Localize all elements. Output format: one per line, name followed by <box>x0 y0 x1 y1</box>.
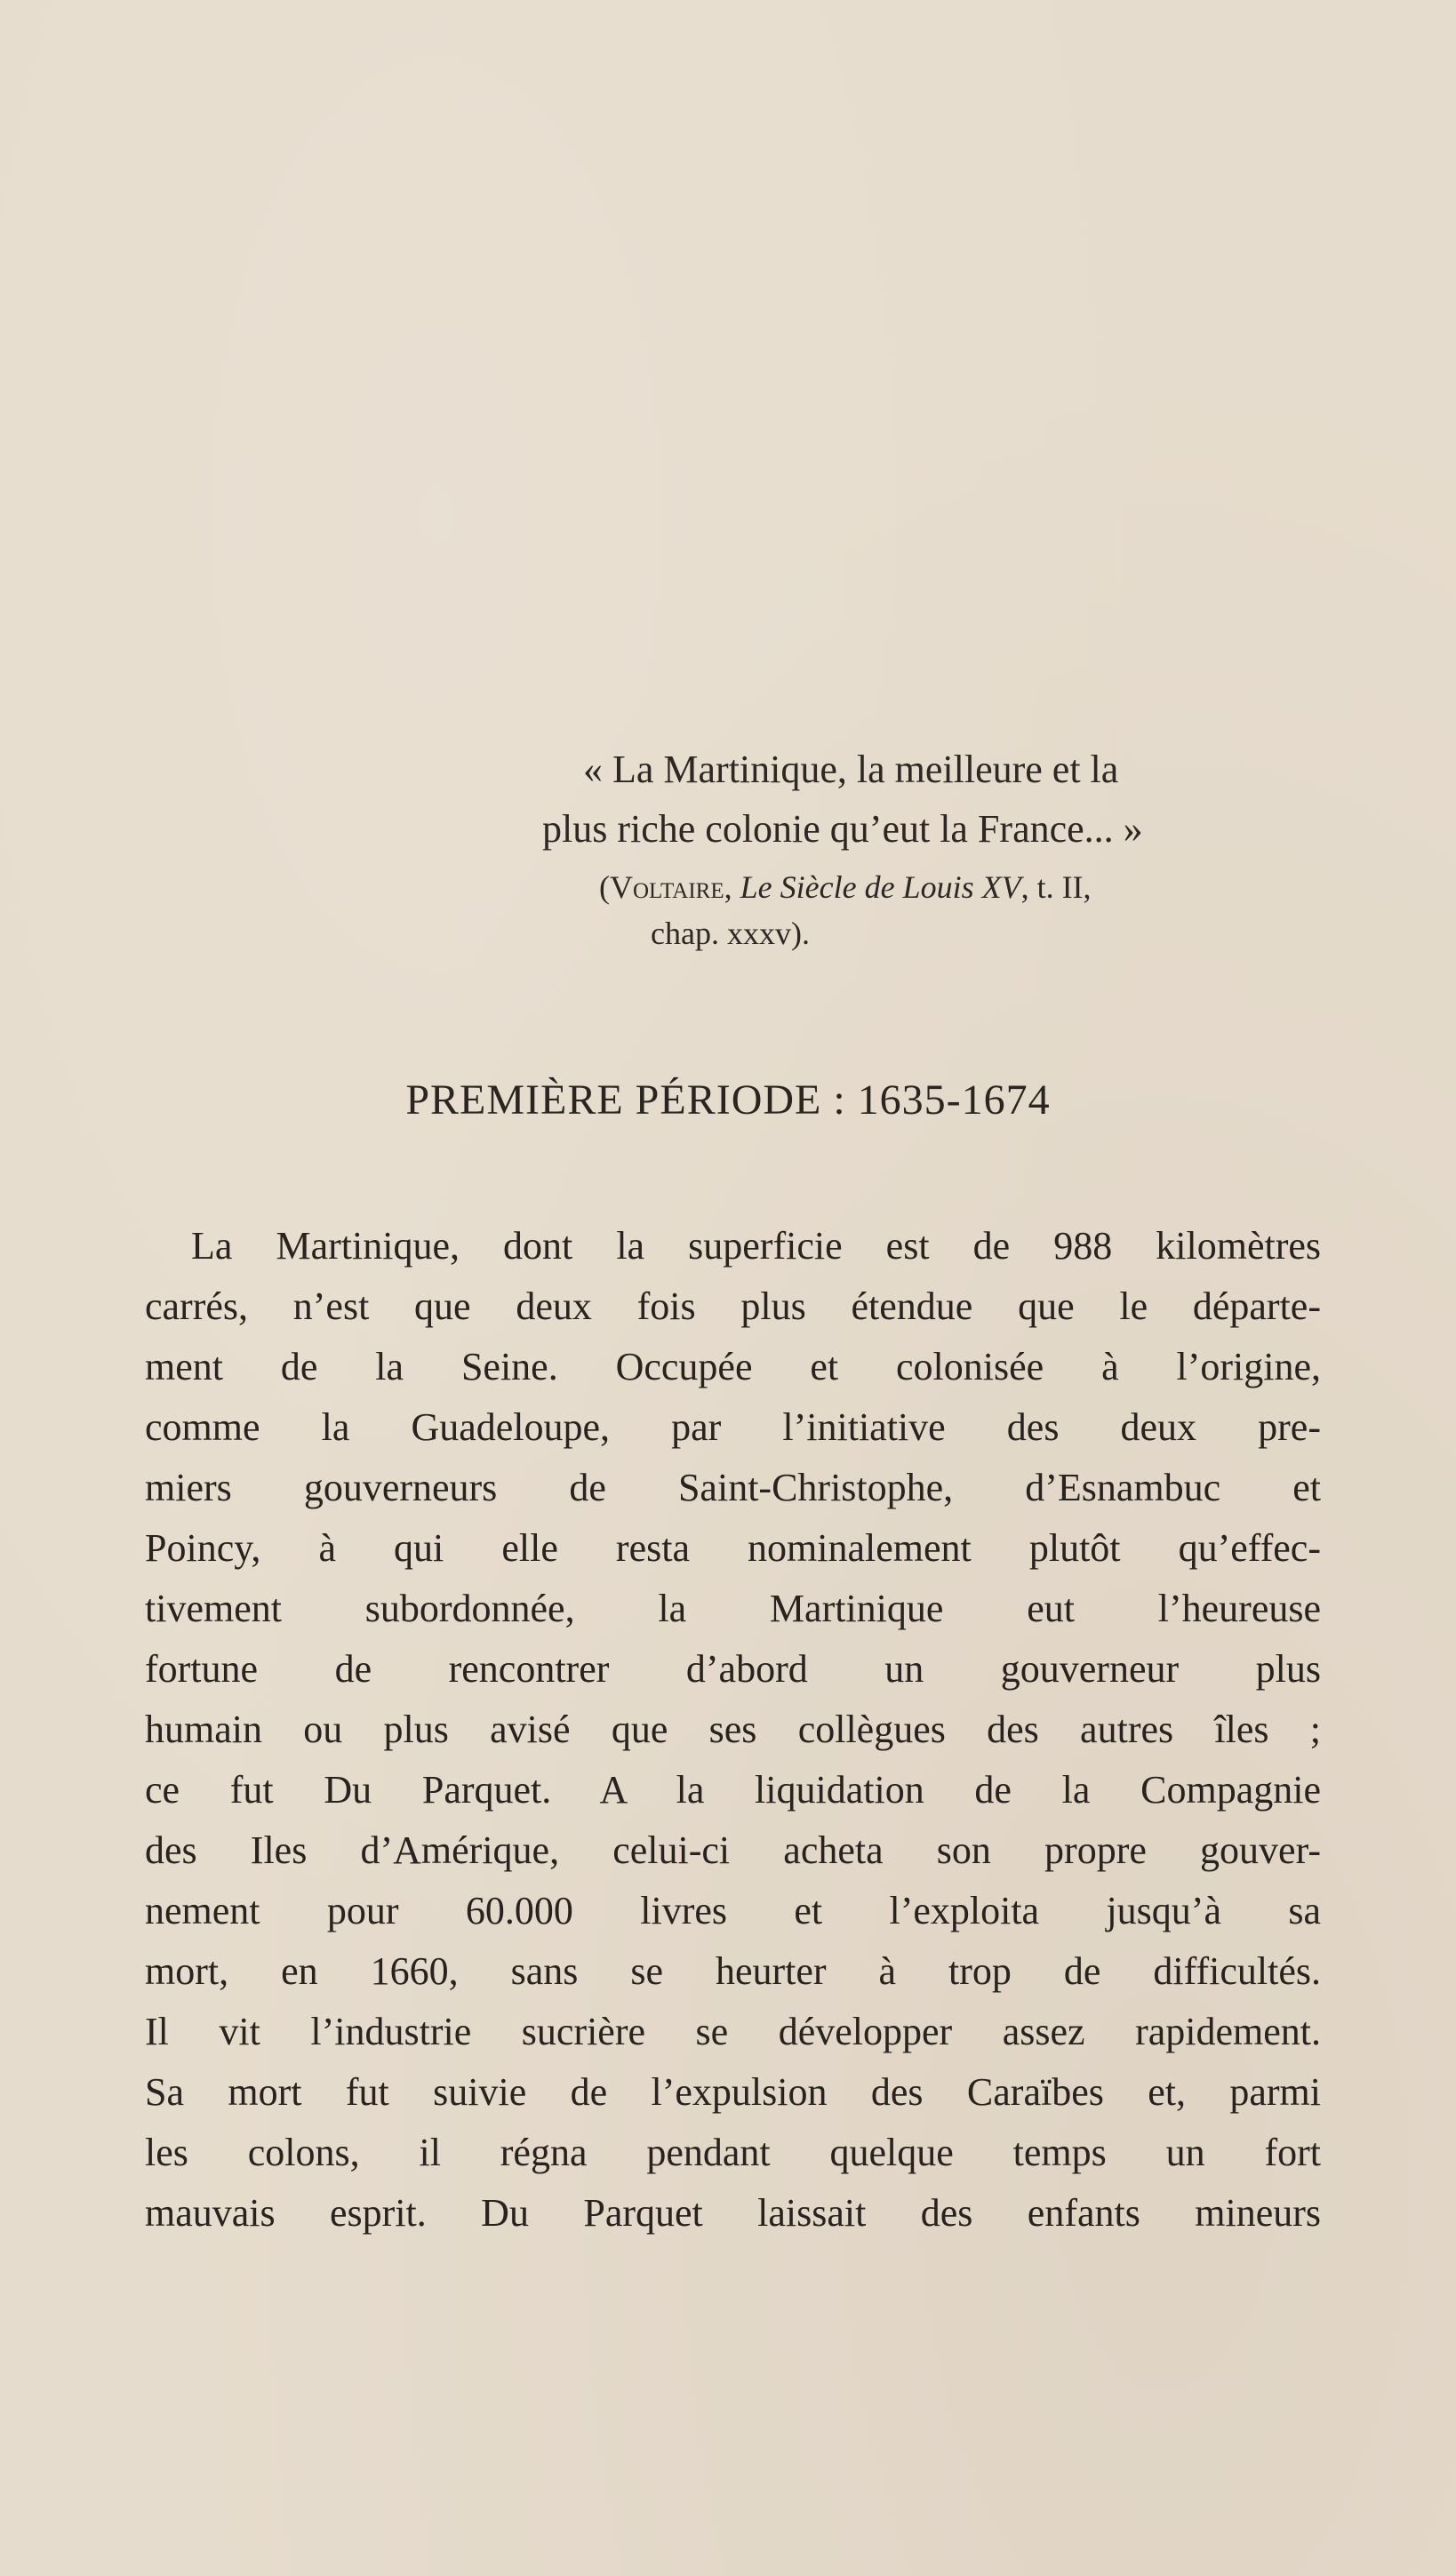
epigraph-citation <box>542 864 1333 910</box>
body-line: Il vit l’industrie sucrière se développer assez rapidement. <box>145 2010 1321 2053</box>
epigraph-citation-chapter: chap. xxxv). <box>651 916 810 951</box>
body-paragraph <box>145 1216 1321 2244</box>
body-line: comme la Guadeloupe, par l’initiative des deux pre- <box>145 1405 1321 1449</box>
body-line: carrés, n’est que deux fois plus étendue que le départe- <box>145 1284 1321 1328</box>
section-heading: PREMIÈRE PÉRIODE : 1635-1674 <box>405 1076 1051 1124</box>
body-line: ment de la Seine. Occupée et colonisée à l’origine, <box>145 1345 1321 1388</box>
body-line: mort, en 1660, sans se heurter à trop de difficultés. <box>145 1949 1321 1993</box>
body-line: Sa mort fut suivie de l’expulsion des Caraïbes et, parmi <box>145 2070 1321 2114</box>
body-line: miers gouverneurs de Saint-Christophe, d’Esnambuc et <box>145 1466 1321 1509</box>
body-line: des Iles d’Amérique, celui-ci acheta son propre gouver- <box>145 1828 1321 1872</box>
epigraph <box>542 740 1333 956</box>
body-line: ce fut Du Parquet. A la liquidation de la Compagnie <box>145 1768 1321 1812</box>
body-line: Poincy, à qui elle resta nominalement plutôt qu’effec- <box>145 1526 1321 1570</box>
citation-work: Le Siècle de Louis XV <box>740 869 1021 905</box>
epigraph-quote-line-1: « La Martinique, la meilleure et la <box>583 748 1119 791</box>
body-line: La Martinique, dont la superficie est de 988 kilomètres <box>191 1224 1321 1268</box>
body-line: tivement subordonnée, la Martinique eut l’heureuse <box>145 1587 1321 1630</box>
citation-author: Voltaire <box>610 869 724 905</box>
body-line: les colons, il régna pendant quelque temps un fort <box>145 2131 1321 2174</box>
body-line: fortune de rencontrer d’abord un gouverneur plus <box>145 1647 1321 1691</box>
body-line: humain ou plus avisé que ses collègues des autres îles ; <box>145 1708 1321 1751</box>
citation-open: ( <box>599 869 610 905</box>
citation-separator: , <box>724 869 740 905</box>
citation-volume: , t. II, <box>1020 869 1092 905</box>
body-line: mauvais esprit. Du Parquet laissait des enfants mineurs <box>145 2191 1321 2235</box>
body-line: nement pour 60.000 livres et l’exploita jusqu’à sa <box>145 1889 1321 1932</box>
epigraph-quote-line-2: plus riche colonie qu’eut la France... » <box>542 807 1143 851</box>
